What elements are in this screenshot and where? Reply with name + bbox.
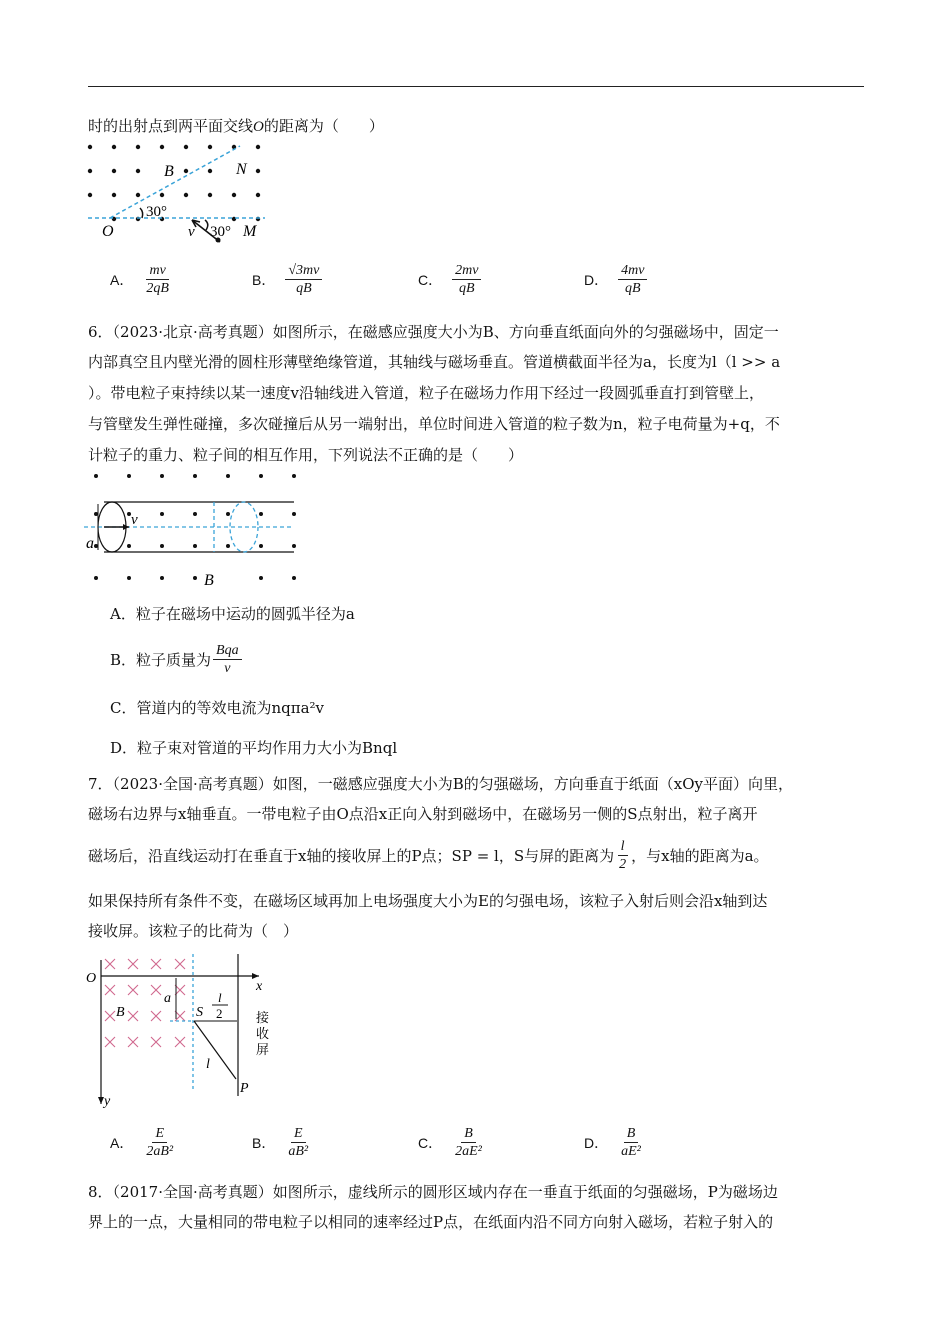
field-dot [292, 544, 296, 548]
label-y: y [104, 1094, 111, 1109]
field-dot [94, 544, 98, 548]
field-cross [151, 1011, 161, 1021]
field-dot [256, 193, 260, 197]
field-cross [128, 959, 138, 969]
q6-stem-line5: 计粒子的重力、粒子间的相互作用，下列说法不正确的是（ ） [88, 446, 524, 464]
field-dot [292, 576, 296, 580]
field-dot [184, 169, 188, 173]
q6-stem-line2: 内部真空且内壁光滑的圆柱形薄壁绝缘管道，其轴线与磁场垂直。管道横截面半径为a，长度为l（l >> a [88, 353, 781, 371]
field-dot [88, 169, 92, 173]
half-den: 2 [216, 1006, 223, 1021]
q6-option-a[interactable]: A．粒子在磁场中运动的圆弧半径为a [110, 605, 355, 623]
field-dot [127, 474, 131, 478]
label-a: a [86, 535, 94, 552]
q7-option-d[interactable]: D． $\frac{B}{\text{aE²}}$ [584, 1126, 641, 1159]
field-dot [94, 512, 98, 516]
field-dot [208, 193, 212, 197]
field-dot [184, 193, 188, 197]
q5-option-c[interactable]: C． $\frac{2mv}{qB}$ [418, 262, 481, 297]
field-dot [259, 544, 263, 548]
label-O: O [102, 223, 114, 240]
field-dot [256, 145, 260, 149]
label-v: v [188, 224, 195, 240]
field-dot [160, 474, 164, 478]
screen-label-2: 收 [256, 1026, 270, 1041]
q5-figure [80, 138, 280, 248]
screen-label-1: 接 [256, 1010, 270, 1025]
q7-option-c[interactable]: C． $\frac{B}{\text{2aE²}}$ [418, 1126, 482, 1159]
field-dot [292, 474, 296, 478]
field-dot [94, 576, 98, 580]
field-dot [160, 544, 164, 548]
label-N: N [236, 161, 247, 178]
q5-option-b[interactable]: B． $\frac{√3mv}{qB}$ [252, 262, 322, 297]
field-cross [151, 985, 161, 995]
field-dot [88, 193, 92, 197]
angle-30-right: 30° [210, 224, 231, 240]
q6-stem-line3: ）。带电粒子束持续以某一速度v沿轴线进入管道，粒子在磁场力作用下经过一段圆弧垂直打到管壁上， [88, 384, 764, 402]
q6-stem-line4: 与管壁发生弹性碰撞，多次碰撞后从另一端射出，单位时间进入管道的粒子数为n，粒子电荷量为+q，不 [88, 415, 780, 433]
field-dot [256, 169, 260, 173]
field-cross [175, 1037, 185, 1047]
q7-stem-line2: 磁场右边界与x轴垂直。一带电粒子由O点沿x正向入射到磁场中，在磁场另一侧的S点射出，粒子离开 [88, 805, 758, 823]
field-cross [105, 1011, 115, 1021]
q6-option-c[interactable]: C．管道内的等效电流为nqπa²v [110, 699, 325, 717]
field-cross [105, 985, 115, 995]
field-cross [128, 985, 138, 995]
field-cross [105, 1037, 115, 1047]
field-dot [136, 193, 140, 197]
field-dot [112, 145, 116, 149]
field-cross [105, 959, 115, 969]
field-dot [160, 576, 164, 580]
field-dot [208, 169, 212, 173]
label-B: B [116, 1005, 125, 1020]
field-dot [88, 145, 92, 149]
q5-option-d[interactable]: D． $\frac{4mv}{qB}$ [584, 262, 647, 297]
q7-option-b[interactable]: B． $\frac{E}{\text{aB²}}$ [252, 1126, 309, 1159]
label-M: M [243, 223, 257, 240]
q7-stem-line4: 如果保持所有条件不变，在磁场区域再加上电场强度大小为E的匀强电场，该粒子入射后则会沿x轴到达 [88, 892, 768, 910]
field-dot [259, 576, 263, 580]
label-B: B [204, 572, 214, 589]
field-dot [160, 512, 164, 516]
field-dot [208, 145, 212, 149]
label-B: B [164, 163, 174, 180]
field-dot [112, 193, 116, 197]
q7-stem-line3: 磁场后，沿直线运动打在垂直于x轴的接收屏上的P点；SP = l，S与屏的距离为 $\frac{l}{2}$ ，与x轴的距离为a。 [88, 839, 769, 872]
field-dot [193, 474, 197, 478]
field-dot [127, 544, 131, 548]
field-dot [226, 512, 230, 516]
field-dot [259, 474, 263, 478]
field-dot [136, 169, 140, 173]
label-S: S [196, 1005, 203, 1020]
header-rule [88, 86, 864, 87]
q8-stem-line2: 界上的一点，大量相同的带电粒子以相同的速率经过P点，在纸面内沿不同方向射入磁场，若粒子射入的 [88, 1213, 774, 1231]
q7-figure [84, 950, 284, 1110]
q8-stem-line1: 8．（2017·全国·高考真题）如图所示，虚线所示的圆形区域内存在一垂直于纸面的匀强磁场，P为磁场边 [88, 1183, 778, 1201]
q5-stem-tail: 时的出射点到两平面交线O的距离为（ ） [88, 117, 384, 135]
field-dot [160, 193, 164, 197]
field-cross [128, 1011, 138, 1021]
field-dot [193, 544, 197, 548]
label-P: P [240, 1081, 249, 1096]
field-dot [193, 512, 197, 516]
q7-stem-line5: 接收屏。该粒子的比荷为（ ） [88, 922, 299, 940]
q6-option-b[interactable]: B．粒子质量为 $\frac{\text{Bqa}}{v}$ [110, 642, 242, 677]
label-a: a [164, 991, 171, 1006]
field-dot [136, 145, 140, 149]
field-dot [259, 512, 263, 516]
field-cross [151, 1037, 161, 1047]
field-dot [94, 474, 98, 478]
field-dot [226, 544, 230, 548]
q6-figure [84, 468, 304, 590]
label-O: O [86, 971, 97, 986]
q5-option-a[interactable]: A． $\frac{mv}{2qB}$ [110, 263, 169, 296]
field-dot [193, 576, 197, 580]
angle-30-left: 30° [146, 204, 167, 220]
field-dot [232, 193, 236, 197]
field-dot [127, 576, 131, 580]
field-cross [151, 959, 161, 969]
half-num: l [218, 990, 222, 1005]
field-dot [292, 512, 296, 516]
field-dot [112, 169, 116, 173]
q6-stem-line1: 6．（2023·北京·高考真题）如图所示，在磁感应强度大小为B、方向垂直纸面向外的匀强磁场中，固定一 [88, 323, 779, 341]
field-cross [175, 959, 185, 969]
label-x: x [256, 979, 263, 994]
screen-label-3: 屏 [256, 1042, 270, 1057]
label-v: v [131, 512, 138, 528]
q6-option-d[interactable]: D．粒子束对管道的平均作用力大小为Bnql [110, 739, 398, 757]
q7-option-a[interactable]: A． $\frac{E}{\text{2aB²}}$ [110, 1126, 174, 1159]
field-dot [226, 474, 230, 478]
q7-stem-line1: 7．（2023·全国·高考真题）如图，一磁感应强度大小为B的匀强磁场，方向垂直于纸面（xOy平面）向里， [88, 775, 794, 793]
label-l: l [206, 1057, 210, 1072]
field-dot [160, 145, 164, 149]
field-dot [184, 145, 188, 149]
field-cross [128, 1037, 138, 1047]
